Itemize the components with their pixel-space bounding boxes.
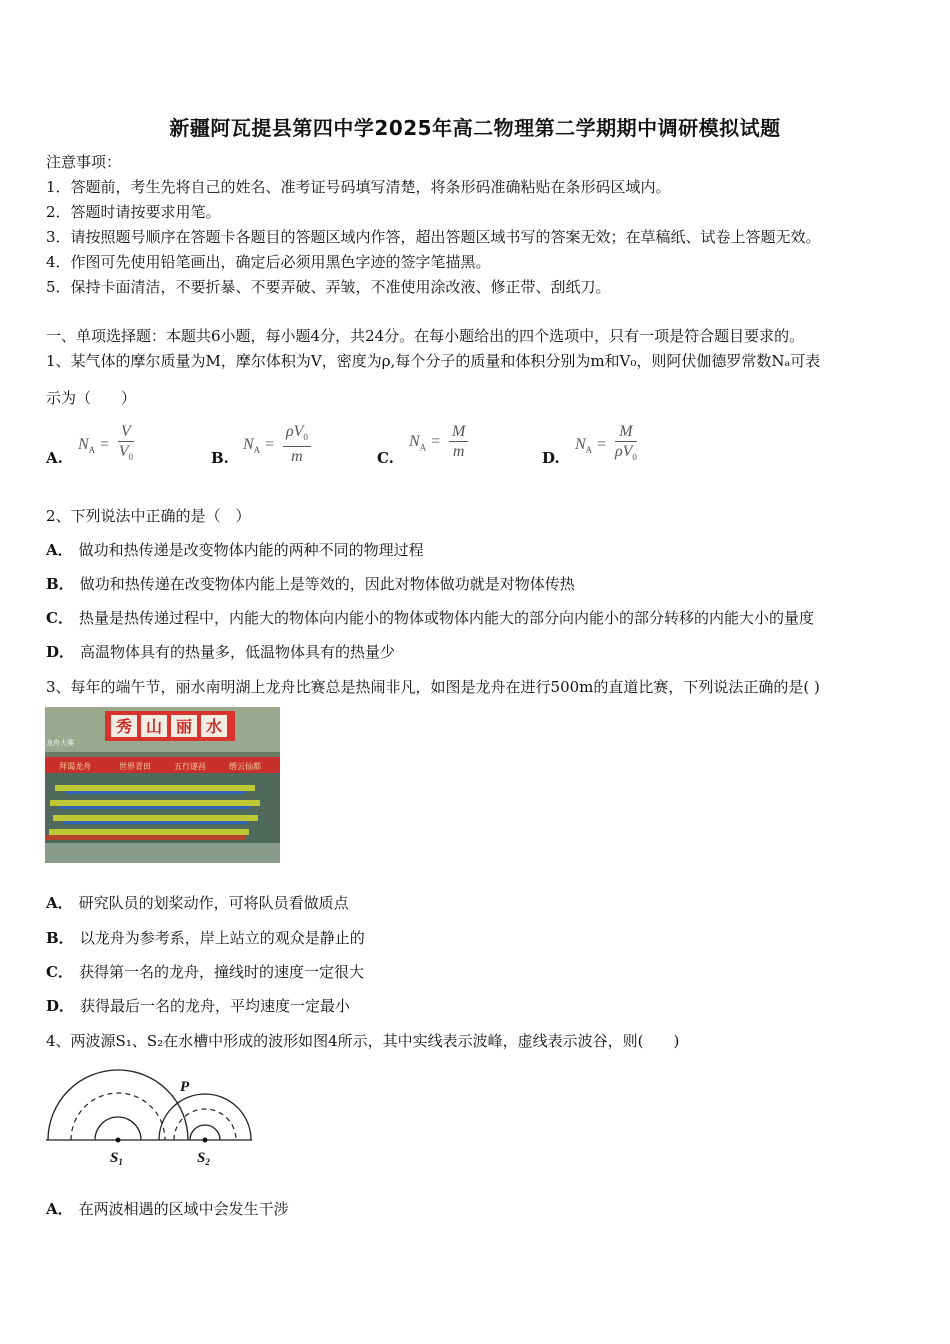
na-symbol: N [575,435,586,453]
s1-main: S [110,1150,119,1166]
numerator [283,423,311,447]
option-text: 以龙舟为参考系，岸上站立的观众是静止的 [79,929,365,947]
denominator: m [452,443,465,460]
notice-item-4: 4．作图可先使用铅笔画出，确定后必须用黑色字迹的签字笔描黑。 [46,253,491,271]
na-sub: A [585,444,593,455]
s2-point [203,1138,208,1143]
option-label: C． [46,963,73,981]
den-sub: 0 [128,452,133,463]
s1-sub: 1 [118,1157,123,1167]
den-main: ρV [614,443,633,460]
sign-char-2: 山 [145,717,163,736]
numerator: M [449,423,468,442]
q2-option-d [46,642,395,662]
fraction [283,423,311,467]
notice-item-3: 3．请按照题号顺序在答题卡各题目的答题区域内作答，超出答题区域书写的答案无效；在草稿纸、试卷上答题无效。 [46,228,821,246]
s1-crest-inner [95,1117,141,1140]
denominator [615,442,637,467]
equals-sign: = [430,433,441,451]
den-main: V [118,443,129,460]
q4-option-a [46,1199,289,1219]
s2-label [197,1150,210,1167]
equals-sign: = [264,435,275,453]
notice-heading: 注意事项： [46,153,122,171]
fraction [118,423,134,467]
denominator: m [291,448,303,466]
p-label: P [180,1079,190,1095]
option-text: 做功和热传递是改变物体内能的两种不同的物理过程 [78,541,424,559]
q4-stem: 4、两波源S₁、S₂在水槽中形成的波形如图4所示，其中实线表示波峰，虚线表示波谷，则( ) [46,1032,680,1050]
s1-label [110,1150,123,1167]
denominator [118,442,134,467]
q3-option-c [46,962,364,982]
option-text: 热量是热传递过程中，内能大的物体向内能小的物体或物体内能大的部分向内能小的部分转移的内能大小的量度 [78,609,814,627]
s2-main: S [197,1150,206,1166]
num-sub: 0 [303,432,308,443]
dragon-boat-photo [45,707,280,863]
s2-sub: 2 [205,1157,210,1167]
option-label: D． [46,643,75,661]
na-sub: A [88,444,96,455]
option-label: A． [46,894,73,912]
num-main: ρV [285,423,304,440]
sign-char-4: 水 [205,717,223,736]
q2-stem: 2、下列说法中正确的是（ ） [46,507,251,525]
notice-item-2: 2．答题时请按要求用笔。 [46,203,221,221]
option-label: B． [46,575,74,593]
notice-item-1: 1．答题前，考生先将自己的姓名、准考证号码填写清楚，将条形码准确粘贴在条形码区域内。 [46,178,671,196]
q3-stem: 3、每年的端午节，丽水南明湖上龙舟比赛总是热闹非凡，如图是龙舟在进行500m的直道比赛，下列说法正确的是( ) [46,678,820,696]
fraction [615,423,637,467]
option-label: A． [46,1200,73,1218]
page-title: 新疆阿瓦提县第四中学2025年高二物理第二学期期中调研模拟试题 [169,116,781,140]
na-sub: A [253,444,261,455]
wave-diagram [44,1065,256,1175]
q1-option-d-formula [575,423,637,467]
q1-option-a-label: A. [46,449,63,467]
na-symbol: N [78,435,89,453]
option-text: 高温物体具有的热量多，低温物体具有的热量少 [80,643,396,661]
banner-2: 世界青田 [119,762,151,771]
option-label: D． [46,997,75,1015]
q1-stem-line1: 1、某气体的摩尔质量为M，摩尔体积为V，密度为ρ,每个分子的质量和体积分别为m和V₀，则阿伏伽德罗常数Nₐ可表 [46,352,821,370]
s2-crest-outer [159,1094,251,1140]
q1-option-d-label: D. [542,449,560,467]
na-symbol: N [243,435,254,453]
sign-char-1: 秀 [115,717,133,736]
q2-option-c [46,608,814,628]
q3-option-a [46,893,349,913]
fraction [449,423,468,462]
na-symbol: N [409,433,420,451]
notice-item-5: 5．保持卡面清洁，不要折暴、不要弄破、弄皱，不准使用涂改液、修正带、刮纸刀。 [46,278,611,296]
banner-4: 缙云仙都 [229,762,261,771]
q1-option-b-label: B. [211,449,229,467]
q3-option-b [46,928,365,948]
den-sub: 0 [632,452,637,463]
q1-option-c-formula [409,423,468,462]
option-text: 获得最后一名的龙舟，平均速度一定最小 [80,997,351,1015]
q1-stem-line2: 示为（ ） [46,389,137,407]
q3-option-d [46,996,350,1016]
side-banner: 龙舟大赛 [46,739,74,747]
banner-3: 五行遂昌 [174,762,206,771]
section-heading: 一、单项选择题：本题共6小题，每小题4分，共24分。在每小题给出的四个选项中，只有一项是符合题目要求的。 [46,327,805,345]
option-text: 在两波相遇的区域中会发生干涉 [78,1200,289,1218]
banner-1: 拜谒龙舟 [59,762,91,771]
q1-option-b-formula [243,423,311,467]
q2-option-a [46,540,424,560]
s1-crest-outer [48,1070,188,1140]
option-label: B． [46,929,74,947]
sign-char-3: 丽 [175,717,193,736]
option-text: 研究队员的划桨动作，可将队员看做质点 [78,894,349,912]
option-text: 做功和热传递在改变物体内能上是等效的，因此对物体做功就是对物体传热 [79,575,575,593]
equals-sign: = [596,435,607,453]
numerator: V [118,423,134,442]
option-label: A． [46,541,73,559]
q1-option-c-label: C. [377,449,394,467]
option-text: 获得第一名的龙舟，撞线时的速度一定很大 [78,963,364,981]
s1-point [116,1138,121,1143]
q2-option-b [46,574,575,594]
equals-sign: = [99,435,110,453]
option-label: C． [46,609,73,627]
numerator: M [615,423,637,442]
na-sub: A [419,442,427,453]
q1-option-a-formula [78,423,134,467]
